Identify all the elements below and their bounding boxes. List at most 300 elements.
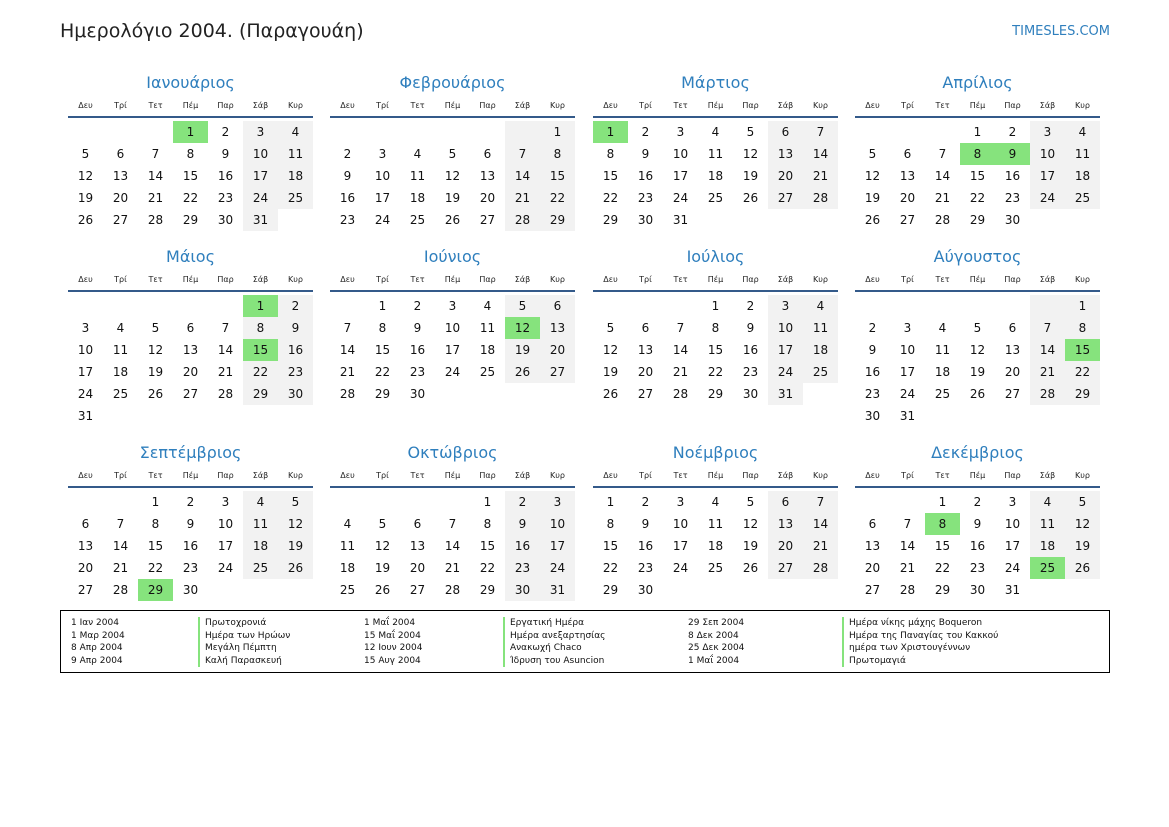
holiday-day-cell: 15 [243, 339, 278, 361]
day-cell: 7 [151, 147, 160, 161]
day-grid [68, 295, 313, 427]
day-cell: 12 [742, 517, 759, 531]
month-block [330, 244, 575, 405]
day-cell: 25 [812, 365, 829, 379]
day-cell: 20 [77, 561, 94, 575]
empty-cell [400, 121, 435, 143]
day-grid [593, 295, 838, 405]
day-grid [593, 491, 838, 601]
day-cell: 8 [1078, 321, 1087, 335]
month-name: Φεβρουάριος [399, 73, 506, 92]
day-cell: 15 [182, 169, 199, 183]
day-cell: 10 [672, 517, 689, 531]
day-cell: 4 [413, 147, 422, 161]
weekday-header [855, 270, 1100, 290]
day-cell: 11 [812, 321, 829, 335]
day-cell: 17 [1039, 169, 1056, 183]
holiday-date: 8 Δεκ 2004 [688, 630, 739, 641]
weekday-label: Τετ [410, 275, 425, 284]
day-cell: 1 [1078, 299, 1087, 313]
day-cell: 5 [151, 321, 160, 335]
day-cell: 7 [116, 517, 125, 531]
day-cell: 27 [864, 583, 881, 597]
day-cell: 7 [816, 495, 825, 509]
day-cell: 14 [217, 343, 234, 357]
day-cell: 29 [969, 213, 986, 227]
day-cell: 25 [287, 191, 304, 205]
day-cell: 19 [742, 539, 759, 553]
day-cell: 4 [816, 299, 825, 313]
day-cell: 13 [182, 343, 199, 357]
weekday-label: Τρί [639, 101, 652, 110]
day-cell: 12 [742, 147, 759, 161]
holiday-name: Καλή Παρασκευή [198, 655, 290, 668]
weekday-header [593, 96, 838, 116]
weekday-label: Τετ [410, 471, 425, 480]
day-cell: 15 [479, 539, 496, 553]
day-cell: 26 [444, 213, 461, 227]
day-cell: 13 [1004, 343, 1021, 357]
day-cell: 25 [339, 583, 356, 597]
day-cell: 22 [707, 365, 724, 379]
day-grid [855, 295, 1100, 427]
month-block [330, 70, 575, 231]
day-cell: 3 [1008, 495, 1017, 509]
month-block [68, 244, 313, 427]
day-cell: 8 [606, 147, 615, 161]
holiday-names-col-1 [198, 617, 290, 667]
day-cell: 11 [934, 343, 951, 357]
day-cell: 12 [147, 343, 164, 357]
weekday-label: Δευ [603, 471, 618, 480]
day-cell: 10 [549, 517, 566, 531]
weekday-label: Κυρ [550, 275, 565, 284]
day-cell: 3 [781, 299, 790, 313]
day-cell: 14 [812, 147, 829, 161]
holiday-day-cell: 9 [995, 143, 1030, 165]
day-cell: 10 [374, 169, 391, 183]
empty-cell [400, 491, 435, 513]
empty-cell [330, 121, 365, 143]
day-cell: 13 [77, 539, 94, 553]
weekday-label: Πέμ [444, 275, 461, 284]
day-cell: 13 [409, 539, 426, 553]
day-cell: 10 [1004, 517, 1021, 531]
day-cell: 30 [864, 409, 881, 423]
empty-cell [330, 295, 365, 317]
day-cell: 18 [287, 169, 304, 183]
day-cell: 9 [973, 517, 982, 531]
day-cell: 17 [444, 343, 461, 357]
weekday-label: Τετ [935, 275, 950, 284]
day-cell: 13 [637, 343, 654, 357]
holiday-dates-col-3 [688, 617, 744, 667]
day-cell: 26 [742, 191, 759, 205]
day-cell: 30 [217, 213, 234, 227]
day-cell: 30 [182, 583, 199, 597]
weekday-label: Πέμ [444, 101, 461, 110]
day-cell: 31 [549, 583, 566, 597]
weekday-label: Κυρ [1075, 101, 1090, 110]
empty-cell [435, 491, 470, 513]
day-cell: 14 [934, 169, 951, 183]
day-cell: 15 [934, 539, 951, 553]
day-cell: 31 [672, 213, 689, 227]
day-cell: 28 [147, 213, 164, 227]
weekday-label: Τρί [114, 101, 127, 110]
day-cell: 9 [868, 343, 877, 357]
day-cell: 22 [602, 191, 619, 205]
day-cell: 2 [1008, 125, 1017, 139]
day-cell: 20 [899, 191, 916, 205]
day-cell: 3 [1043, 125, 1052, 139]
weekday-label: Κυρ [813, 101, 828, 110]
day-cell: 19 [147, 365, 164, 379]
day-cell: 28 [1039, 387, 1056, 401]
day-cell: 23 [637, 561, 654, 575]
day-cell: 28 [112, 583, 129, 597]
day-cell: 18 [707, 539, 724, 553]
day-cell: 19 [602, 365, 619, 379]
weekday-label: Κυρ [550, 101, 565, 110]
weekday-label: Δευ [78, 101, 93, 110]
day-cell: 24 [672, 191, 689, 205]
day-cell: 13 [479, 169, 496, 183]
day-cell: 6 [903, 147, 912, 161]
day-cell: 26 [77, 213, 94, 227]
empty-cell [1030, 295, 1065, 317]
day-cell: 30 [637, 213, 654, 227]
day-cell: 12 [1074, 517, 1091, 531]
day-cell: 17 [1004, 539, 1021, 553]
day-cell: 16 [217, 169, 234, 183]
weekday-label: Δευ [78, 275, 93, 284]
day-cell: 21 [217, 365, 234, 379]
day-cell: 14 [812, 517, 829, 531]
day-cell: 8 [483, 517, 492, 531]
day-cell: 8 [378, 321, 387, 335]
weekday-label: Σάβ [252, 471, 269, 480]
day-cell: 27 [479, 213, 496, 227]
day-cell: 2 [518, 495, 527, 509]
month-block [855, 70, 1100, 231]
day-cell: 6 [781, 495, 790, 509]
day-cell: 1 [378, 299, 387, 313]
holiday-names-col-3 [842, 617, 998, 667]
day-cell: 28 [514, 213, 531, 227]
day-cell: 30 [409, 387, 426, 401]
weekday-label: Σάβ [252, 275, 269, 284]
day-cell: 27 [1004, 387, 1021, 401]
day-cell: 11 [409, 169, 426, 183]
day-cell: 27 [182, 387, 199, 401]
weekday-header [330, 96, 575, 116]
day-cell: 24 [252, 191, 269, 205]
day-cell: 3 [676, 125, 685, 139]
empty-cell [103, 121, 138, 143]
day-cell: 24 [444, 365, 461, 379]
day-cell: 1 [151, 495, 160, 509]
weekday-header [855, 466, 1100, 486]
weekday-label: Τετ [935, 471, 950, 480]
day-cell: 13 [777, 517, 794, 531]
day-cell: 24 [777, 365, 794, 379]
day-grid [330, 295, 575, 405]
weekday-header [68, 96, 313, 116]
day-cell: 6 [641, 321, 650, 335]
day-cell: 16 [287, 343, 304, 357]
day-cell: 25 [252, 561, 269, 575]
day-cell: 6 [868, 517, 877, 531]
weekday-label: Σάβ [514, 101, 531, 110]
day-cell: 8 [256, 321, 265, 335]
day-cell: 9 [413, 321, 422, 335]
weekday-label: Τρί [114, 275, 127, 284]
day-cell: 8 [553, 147, 562, 161]
day-cell: 26 [969, 387, 986, 401]
month-name: Ιανουάριος [146, 73, 235, 92]
day-cell: 28 [444, 583, 461, 597]
day-cell: 10 [217, 517, 234, 531]
day-cell: 31 [899, 409, 916, 423]
month-name: Μάιος [166, 247, 215, 266]
day-cell: 9 [641, 147, 650, 161]
weekday-label: Δευ [340, 275, 355, 284]
empty-cell [68, 121, 103, 143]
day-cell: 17 [77, 365, 94, 379]
weekday-label: Παρ [479, 275, 496, 284]
holiday-date: 15 Μαΐ 2004 [364, 630, 421, 641]
page-title: Ημερολόγιο 2004. (Παραγουάη) [60, 20, 364, 42]
day-cell: 22 [479, 561, 496, 575]
weekday-label: Παρ [742, 101, 759, 110]
day-cell: 12 [374, 539, 391, 553]
day-cell: 19 [444, 191, 461, 205]
day-grid [68, 491, 313, 601]
day-cell: 24 [1039, 191, 1056, 205]
weekday-label: Κυρ [288, 275, 303, 284]
day-cell: 19 [1074, 539, 1091, 553]
day-cell: 13 [777, 147, 794, 161]
month-block [68, 440, 313, 601]
day-cell: 22 [252, 365, 269, 379]
day-cell: 27 [637, 387, 654, 401]
weekday-label: Τετ [673, 471, 688, 480]
month-block [593, 244, 838, 405]
day-grid [855, 491, 1100, 601]
day-cell: 14 [112, 539, 129, 553]
empty-cell [890, 491, 925, 513]
weekday-label: Τρί [376, 471, 389, 480]
day-cell: 18 [252, 539, 269, 553]
day-cell: 24 [77, 387, 94, 401]
empty-cell [208, 295, 243, 317]
day-cell: 30 [969, 583, 986, 597]
day-cell: 27 [777, 191, 794, 205]
holiday-dates-col-2 [364, 617, 422, 667]
weekday-label: Σάβ [1039, 471, 1056, 480]
empty-cell [68, 491, 103, 513]
day-cell: 15 [374, 343, 391, 357]
day-cell: 16 [339, 191, 356, 205]
day-cell: 29 [602, 213, 619, 227]
day-cell: 16 [182, 539, 199, 553]
day-cell: 14 [514, 169, 531, 183]
day-cell: 10 [77, 343, 94, 357]
day-cell: 10 [444, 321, 461, 335]
day-cell: 30 [1004, 213, 1021, 227]
day-cell: 27 [549, 365, 566, 379]
weekday-label: Σάβ [514, 471, 531, 480]
day-grid [593, 121, 838, 231]
weekday-label: Τρί [901, 101, 914, 110]
weekday-label: Πέμ [707, 101, 724, 110]
weekday-label: Τρί [901, 471, 914, 480]
holiday-day-cell: 25 [1030, 557, 1065, 579]
day-cell: 22 [602, 561, 619, 575]
weekday-label: Παρ [1004, 275, 1021, 284]
day-cell: 24 [374, 213, 391, 227]
day-cell: 18 [479, 343, 496, 357]
weekday-label: Δευ [603, 101, 618, 110]
day-cell: 31 [77, 409, 94, 423]
day-cell: 20 [1004, 365, 1021, 379]
day-cell: 20 [777, 539, 794, 553]
day-cell: 23 [637, 191, 654, 205]
day-cell: 15 [602, 539, 619, 553]
site-link[interactable]: TIMESLES.COM [1012, 24, 1110, 39]
weekday-label: Τετ [673, 101, 688, 110]
day-cell: 14 [899, 539, 916, 553]
holiday-day-cell: 12 [505, 317, 540, 339]
weekday-label: Πέμ [707, 275, 724, 284]
day-cell: 1 [711, 299, 720, 313]
day-cell: 31 [1004, 583, 1021, 597]
day-cell: 6 [781, 125, 790, 139]
day-cell: 26 [864, 213, 881, 227]
empty-cell [855, 121, 890, 143]
day-cell: 20 [549, 343, 566, 357]
day-cell: 8 [186, 147, 195, 161]
day-cell: 31 [777, 387, 794, 401]
day-cell: 22 [147, 561, 164, 575]
day-cell: 14 [672, 343, 689, 357]
day-cell: 11 [339, 539, 356, 553]
day-cell: 17 [777, 343, 794, 357]
month-block [593, 70, 838, 231]
weekday-label: Παρ [217, 275, 234, 284]
weekday-header [330, 466, 575, 486]
day-cell: 16 [409, 343, 426, 357]
weekday-label: Τετ [148, 471, 163, 480]
holiday-names-col-2 [503, 617, 605, 667]
day-cell: 26 [374, 583, 391, 597]
day-cell: 23 [409, 365, 426, 379]
weekday-label: Σάβ [777, 471, 794, 480]
weekday-label: Κυρ [813, 471, 828, 480]
day-cell: 3 [378, 147, 387, 161]
weekday-label: Δευ [340, 101, 355, 110]
day-cell: 13 [112, 169, 129, 183]
empty-cell [330, 491, 365, 513]
day-cell: 15 [707, 343, 724, 357]
holiday-day-cell: 8 [960, 143, 995, 165]
empty-cell [435, 121, 470, 143]
day-cell: 15 [602, 169, 619, 183]
day-grid [68, 121, 313, 231]
weekday-header [855, 96, 1100, 116]
day-cell: 5 [1078, 495, 1087, 509]
weekday-label: Παρ [479, 101, 496, 110]
day-cell: 23 [969, 561, 986, 575]
day-cell: 8 [711, 321, 720, 335]
day-cell: 20 [182, 365, 199, 379]
weekday-header [68, 270, 313, 290]
day-cell: 7 [1043, 321, 1052, 335]
day-cell: 10 [777, 321, 794, 335]
weekday-label: Σάβ [1039, 101, 1056, 110]
day-cell: 20 [777, 169, 794, 183]
day-cell: 3 [81, 321, 90, 335]
weekday-label: Πέμ [444, 471, 461, 480]
empty-cell [855, 491, 890, 513]
holiday-date: 9 Απρ 2004 [71, 655, 123, 666]
day-cell: 25 [707, 191, 724, 205]
day-cell: 2 [973, 495, 982, 509]
empty-cell [960, 295, 995, 317]
day-cell: 19 [969, 365, 986, 379]
day-cell: 11 [707, 147, 724, 161]
day-cell: 13 [549, 321, 566, 335]
day-cell: 27 [409, 583, 426, 597]
day-cell: 1 [973, 125, 982, 139]
day-cell: 4 [483, 299, 492, 313]
day-cell: 14 [339, 343, 356, 357]
empty-cell [925, 295, 960, 317]
month-block [855, 244, 1100, 427]
empty-cell [138, 295, 173, 317]
day-cell: 18 [1074, 169, 1091, 183]
empty-cell [663, 295, 698, 317]
holiday-date: 1 Μαΐ 2004 [688, 655, 740, 666]
weekday-label: Παρ [217, 101, 234, 110]
month-name: Σεπτέμβριος [139, 443, 242, 462]
day-cell: 13 [899, 169, 916, 183]
weekday-label: Τρί [639, 471, 652, 480]
day-cell: 21 [147, 191, 164, 205]
day-cell: 17 [899, 365, 916, 379]
day-cell: 29 [182, 213, 199, 227]
day-cell: 14 [444, 539, 461, 553]
weekday-label: Πέμ [182, 101, 199, 110]
weekday-label: Πέμ [969, 471, 986, 480]
day-cell: 25 [112, 387, 129, 401]
month-name: Απρίλιος [942, 73, 1013, 92]
day-cell: 14 [147, 169, 164, 183]
day-cell: 26 [287, 561, 304, 575]
day-cell: 5 [973, 321, 982, 335]
holiday-name: Ημέρα της Παναγίας του Κακκού [842, 630, 998, 643]
day-cell: 3 [676, 495, 685, 509]
day-cell: 17 [252, 169, 269, 183]
day-cell: 4 [1043, 495, 1052, 509]
weekday-label: Παρ [742, 275, 759, 284]
holiday-day-cell: 1 [593, 121, 628, 143]
weekday-label: Πέμ [969, 275, 986, 284]
weekday-label: Κυρ [288, 471, 303, 480]
day-cell: 19 [864, 191, 881, 205]
holiday-name: Ημέρα νίκης μάχης Boqueron [842, 617, 998, 630]
